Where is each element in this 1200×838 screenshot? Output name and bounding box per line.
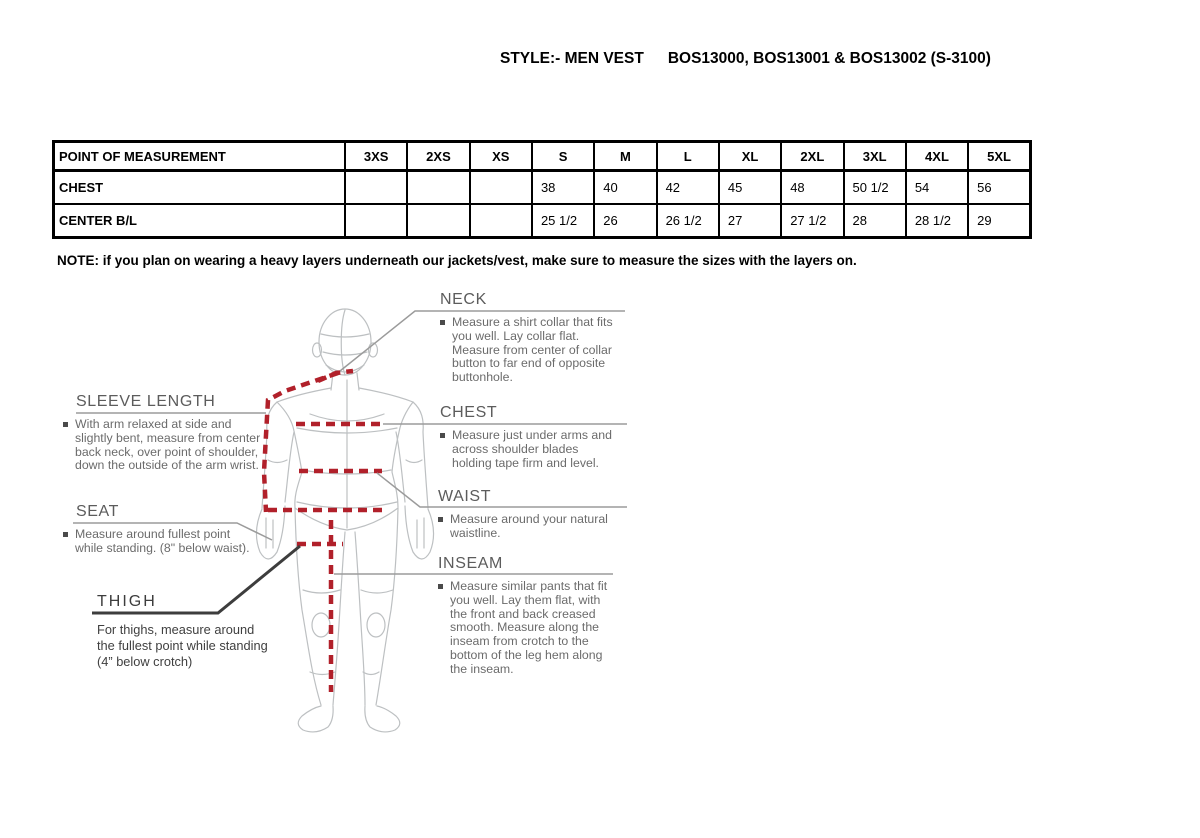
measurement-row-label: CHEST	[54, 171, 346, 205]
waist-description: Measure around your natural waistline.	[450, 512, 608, 540]
note-text: NOTE: if you plan on wearing a heavy layers underneath our jackets/vest, make sure to measure the sizes with the layers on.	[57, 253, 857, 268]
neck-description: Measure a shirt collar that fits you well. Lay collar flat. Measure from center of collar button to far end of opposite buttonhole.	[452, 315, 613, 385]
bullet-icon	[438, 517, 443, 522]
table-row	[54, 171, 1031, 205]
wireframe-figure	[256, 309, 433, 732]
size-value-cell: 25 1/2	[532, 204, 594, 238]
thigh-description: For thighs, measure around the fullest point while standing (4” below crotch)	[97, 622, 268, 669]
bullet-icon	[63, 422, 68, 427]
neck-section	[440, 291, 620, 385]
size-table-body	[54, 171, 1031, 238]
size-value-cell	[470, 204, 532, 238]
size-value-cell: 38	[532, 171, 594, 205]
size-value-cell: 27 1/2	[781, 204, 843, 238]
size-column-header: 2XL	[781, 142, 843, 171]
inseam-description: Measure similar pants that fit you well. Lay them flat, with the front and back creased smooth. Measure along the inseam from crotch to the bottom of the leg hem along the inseam.	[450, 579, 608, 676]
bullet-icon	[438, 584, 443, 589]
size-value-cell	[345, 204, 407, 238]
size-value-cell: 26	[594, 204, 656, 238]
pom-column-header: POINT OF MEASUREMENT	[54, 142, 346, 171]
size-value-cell: 28 1/2	[906, 204, 968, 238]
size-value-cell	[345, 171, 407, 205]
measurement-row-label: CENTER B/L	[54, 204, 346, 238]
waist-heading: WAIST	[438, 488, 492, 505]
size-column-header: 3XS	[345, 142, 407, 171]
size-value-cell	[470, 171, 532, 205]
chest-heading: CHEST	[440, 404, 498, 421]
bullet-icon	[440, 320, 445, 325]
inseam-heading: INSEAM	[438, 555, 503, 572]
seat-heading: SEAT	[76, 503, 120, 520]
size-column-header: XS	[470, 142, 532, 171]
size-column-header: 5XL	[968, 142, 1030, 171]
size-column-header: 3XL	[844, 142, 906, 171]
size-measurement-table	[52, 140, 1032, 239]
size-column-header: M	[594, 142, 656, 171]
thigh-section	[97, 593, 269, 670]
size-column-header: L	[657, 142, 719, 171]
size-value-cell: 48	[781, 171, 843, 205]
size-column-header: S	[532, 142, 594, 171]
inseam-section	[438, 555, 620, 676]
size-value-cell: 56	[968, 171, 1030, 205]
seat-description: Measure around fullest point while standing. (8" below waist).	[75, 527, 250, 555]
size-value-cell	[407, 204, 469, 238]
seat-section	[76, 503, 254, 556]
table-row	[54, 204, 1031, 238]
size-value-cell: 29	[968, 204, 1030, 238]
sleeve-measure-line	[264, 373, 338, 512]
waist-section	[438, 488, 608, 541]
size-value-cell: 28	[844, 204, 906, 238]
size-table-header-row	[54, 142, 1031, 171]
size-value-cell: 42	[657, 171, 719, 205]
sleeve-length-section	[76, 393, 268, 473]
style-label: STYLE:- MEN VEST	[500, 50, 644, 67]
bullet-icon	[63, 532, 68, 537]
size-value-cell: 40	[594, 171, 656, 205]
sleeve-length-heading: SLEEVE LENGTH	[76, 393, 216, 410]
size-column-header: 2XS	[407, 142, 469, 171]
size-value-cell: 27	[719, 204, 781, 238]
bullet-icon	[440, 433, 445, 438]
page-title	[500, 50, 991, 68]
size-value-cell: 45	[719, 171, 781, 205]
size-value-cell: 26 1/2	[657, 204, 719, 238]
sleeve-length-description: With arm relaxed at side and slightly bent, measure from center back neck, over point of shoulder, down the outside of the arm wrist.	[75, 417, 261, 473]
neck-heading: NECK	[440, 291, 487, 308]
thigh-heading: THIGH	[97, 593, 157, 610]
size-value-cell: 54	[906, 171, 968, 205]
size-column-header: XL	[719, 142, 781, 171]
size-value-cell: 50 1/2	[844, 171, 906, 205]
chest-section	[440, 404, 620, 470]
size-value-cell	[407, 171, 469, 205]
style-codes: BOS13000, BOS13001 & BOS13002 (S-3100)	[667, 50, 991, 67]
size-column-header: 4XL	[906, 142, 968, 171]
chest-description: Measure just under arms and across shoulder blades holding tape firm and level.	[452, 428, 612, 470]
